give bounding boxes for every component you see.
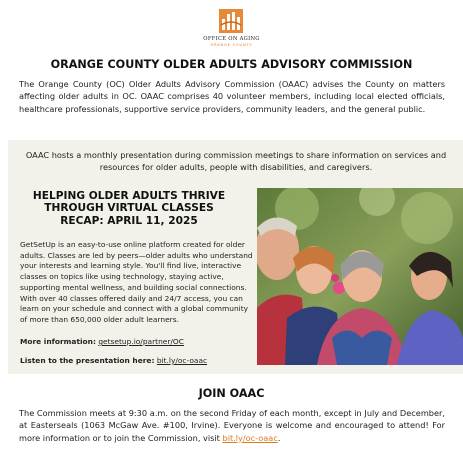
listen-to-presentation bbox=[20, 356, 207, 365]
logo-subtitle: ORANGE COUNTY bbox=[210, 43, 253, 47]
join-paragraph bbox=[19, 407, 445, 444]
more-info-link[interactable]: getsetup.io/partner/OC bbox=[98, 337, 184, 346]
more-information bbox=[20, 337, 184, 346]
event-title bbox=[18, 190, 240, 227]
listen-label: Listen to the presentation here: bbox=[20, 356, 155, 365]
older-adults-group-photo bbox=[257, 188, 463, 365]
presentation-lead: OAAC hosts a monthly presentation during commission meetings to share information on services and resources for older adults, people with disabilities, and caregivers. bbox=[25, 150, 447, 173]
join-title: JOIN OAAC bbox=[198, 387, 265, 400]
logo-mark-icon bbox=[219, 9, 243, 33]
join-link[interactable]: bit.ly/oc-oaac bbox=[222, 432, 278, 443]
join-link-suffix: . bbox=[277, 432, 281, 443]
event-title-line-2: THROUGH VIRTUAL CLASSES bbox=[44, 202, 214, 215]
logo-name: OFFICE ON AGING bbox=[203, 36, 260, 42]
listen-link[interactable]: bit.ly/oc-oaac bbox=[156, 356, 208, 365]
intro-paragraph: The Orange County (OC) Older Adults Advisory Commission (OAAC) advises the County on matters affecting older adults in OC. OAAC comprises 40 volunteer members, including local elected officials, healthcare professionals, supportive service providers, community leaders, and the general public. bbox=[19, 79, 445, 114]
event-title-line-3: RECAP: APRIL 11, 2025 bbox=[60, 214, 198, 227]
more-info-label: More information: bbox=[20, 337, 96, 346]
page-title: ORANGE COUNTY OLDER ADULTS ADVISORY COMMISSION bbox=[50, 58, 413, 71]
join-text: The Commission meets at 9:30 a.m. on the second Friday of each month, except in July and December, at Easterseals (1063 McGaw Ave. #100, Irvine). Everyone is welcome and encouraged to attend! For more information or to join the Commission, visit bbox=[19, 408, 445, 443]
event-title-line-1: HELPING OLDER ADULTS THRIVE bbox=[32, 190, 226, 202]
office-on-aging-logo bbox=[0, 7, 463, 49]
event-description: GetSetUp is an easy-to-use online platform created for older adults. Classes are led by peers—older adults who understand your interests and learning style. You'll find live, interactive classes on topics like using technology, staying active, supporting mental wellness, and building social connections. With over 40 classes offered daily and 24/7 access, you can learn on your schedule and connect with a global community of more than 650,000 older adult learners. bbox=[20, 240, 253, 324]
